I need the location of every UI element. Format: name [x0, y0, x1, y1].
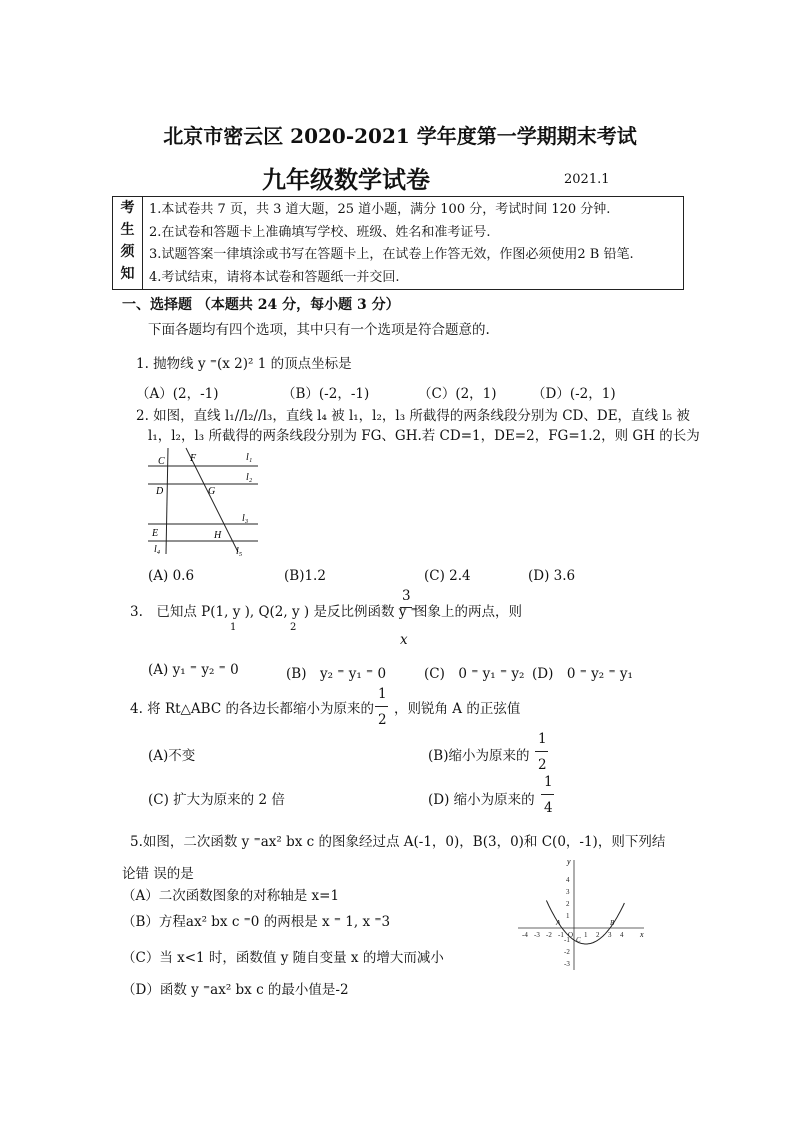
- y-tick: 1: [566, 912, 570, 920]
- x-tick: 2: [596, 931, 600, 939]
- q4-half-num: 1: [378, 686, 387, 702]
- point-label-A: A: [556, 919, 561, 927]
- q4-optd-num: 1: [544, 774, 553, 790]
- notice-label-char: 生: [120, 222, 135, 238]
- q5-option-a: （A）二次函数图象的对称轴是 x=1: [122, 888, 340, 904]
- q5-option-c: （C）当 x<1 时，函数值 y 随自变量 x 的增大而减小: [122, 950, 444, 966]
- y-tick: 4: [566, 876, 570, 884]
- label-G: G: [208, 486, 216, 497]
- q4-option-b: (B)缩小为原来的: [428, 748, 530, 764]
- y-axis-label: y: [567, 857, 571, 866]
- notice-box: [112, 196, 684, 290]
- point-label-C: C: [576, 936, 581, 944]
- notice-line: 1.本试卷共 7 页，共 3 道大题，25 道小题，满分 100 分，考试时间 120 分钟.: [149, 202, 611, 217]
- notice-label: [113, 197, 143, 289]
- notice-label-char: 考: [120, 200, 135, 216]
- x-tick: 1: [584, 931, 588, 939]
- label-D: D: [156, 486, 164, 497]
- q2-option-b: (B)1.2: [284, 568, 326, 584]
- q2-option-c: (C) 2.4: [424, 568, 471, 584]
- q2-option-d: (D) 3.6: [528, 568, 576, 584]
- q3-option-a: (A) y₁ ⁼ y₂ ⁼ 0: [148, 662, 239, 678]
- label-F: F: [190, 453, 197, 464]
- section-heading: 一、选择题 （本题共 24 分，每小题 3 分）: [122, 297, 400, 313]
- q4-optd-bar: [541, 794, 554, 795]
- q2-option-a: (A) 0.6: [148, 568, 195, 584]
- label-C: C: [158, 456, 165, 467]
- point-label-B: B: [610, 919, 615, 927]
- q4-optd-den: 4: [544, 800, 553, 816]
- q1-option-c: （C）(2，1): [418, 386, 497, 402]
- exam-title: 北京市密云区 2020-2021 学年度第一学期期末考试: [163, 124, 637, 148]
- notice-line: 2.在试卷和答题卡上准确填写学校、班级、姓名和准考证号.: [149, 224, 491, 240]
- x-tick: 3: [608, 931, 612, 939]
- label-l3: l₃: [242, 513, 249, 524]
- y-tick: -1: [564, 936, 570, 944]
- q3-sub1: 1: [230, 622, 237, 633]
- q4-optb-num: 1: [538, 731, 547, 747]
- q4-optb-den: 2: [538, 757, 547, 773]
- q2-line1: 2. 如图，直线 l₁//l₂//l₃，直线 l₄ 被 l₁，l₂，l₃ 所截得的两条线段分别为 CD、DE，直线 l₅ 被: [136, 408, 690, 424]
- q3-frac-bar: [400, 607, 412, 608]
- y-tick: -2: [564, 948, 570, 956]
- y-tick: 2: [566, 900, 570, 908]
- x-tick: -1: [558, 931, 564, 939]
- x-tick: -3: [534, 931, 540, 939]
- q5-graph: [514, 856, 648, 972]
- notice-label-char: 须: [120, 244, 135, 260]
- q2-line2: l₁，l₂，l₃ 所截得的两条线段分别为 FG、GH.若 CD=1，DE=2，FG=1.2，则 GH 的长为: [148, 428, 700, 444]
- q2-figure: [140, 444, 270, 562]
- q1-stem: 1. 抛物线 y ⁼(x 2)² 1 的顶点坐标是: [136, 356, 352, 372]
- q1-option-d: （D）(-2，1): [532, 386, 616, 402]
- q5-option-b: （B）方程ax² bx c ⁼0 的两根是 x ⁼ 1, x ⁼3: [122, 914, 391, 930]
- x-tick: O: [568, 931, 574, 939]
- q4-option-a: (A)不变: [148, 748, 196, 764]
- y-tick: -3: [564, 960, 570, 968]
- exam-subtitle: 九年级数学试卷: [262, 165, 430, 194]
- x-tick: 4: [620, 931, 624, 939]
- label-l5: l₅: [236, 546, 243, 557]
- q3-stem-b: 图象上的两点，则: [414, 604, 522, 620]
- x-tick: -2: [546, 931, 552, 939]
- q3-option-b: (B) y₂ ⁼ y₁ ⁼ 0: [286, 666, 387, 682]
- q1-option-a: （A）(2，-1): [136, 386, 219, 402]
- q4-stem-a: 4. 将 Rt△ABC 的各边长都缩小为原来的: [130, 701, 374, 717]
- section-intro: 下面各题均有四个选项，其中只有一个选项是符合题意的.: [148, 322, 490, 338]
- x-axis-label: x: [640, 930, 644, 939]
- q3-option-d: (D) 0 ⁼ y₂ ⁼ y₁: [532, 666, 633, 682]
- exam-date: 2021.1: [564, 172, 610, 187]
- q4-optb-bar: [535, 751, 548, 752]
- q5-option-d: （D）函数 y ⁼ax² bx c 的最小值是-2: [122, 982, 349, 998]
- notice-line: 4.考试结束，请将本试卷和答题纸一并交回.: [149, 269, 400, 285]
- q5-line1: 5.如图，二次函数 y ⁼ax² bx c 的图象经过点 A(-1，0)，B(3，0)和 C(0，-1)，则下列结: [130, 834, 666, 850]
- notice-label-char: 知: [120, 266, 135, 282]
- q3-stem-a: 3. 已知点 P(1, y ), Q(2, y ) 是反比例函数 y ⁼: [130, 604, 418, 620]
- q3-option-c: (C) 0 ⁼ y₁ ⁼ y₂: [424, 666, 525, 682]
- q4-option-d: (D) 缩小为原来的: [428, 792, 535, 808]
- label-E: E: [152, 528, 159, 539]
- q4-option-c: (C) 扩大为原来的 2 倍: [148, 792, 285, 808]
- q4-half-bar: [375, 706, 388, 707]
- line-l4: [166, 448, 168, 554]
- label-l2: l₂: [246, 472, 253, 483]
- q3-frac-den: x: [400, 632, 408, 648]
- q3-sub2: 2: [290, 622, 297, 633]
- x-tick: -4: [522, 931, 528, 939]
- q5-line2: 论错 误的是: [122, 866, 194, 882]
- notice-lines: [149, 199, 634, 289]
- label-l1: l₁: [246, 452, 253, 463]
- notice-line: 3.试题答案一律填涂或书写在答题卡上，在试卷上作答无效，作图必须使用2 B 铅笔.: [149, 247, 634, 262]
- q4-half-den: 2: [378, 712, 387, 728]
- label-H: H: [214, 530, 222, 541]
- q4-stem-b: ，则锐角 A 的正弦值: [394, 701, 521, 717]
- q3-frac-num: 3: [402, 588, 411, 604]
- y-tick: 3: [566, 888, 570, 896]
- label-l4: l₄: [154, 544, 161, 555]
- q1-option-b: （B）(-2，-1): [282, 386, 370, 402]
